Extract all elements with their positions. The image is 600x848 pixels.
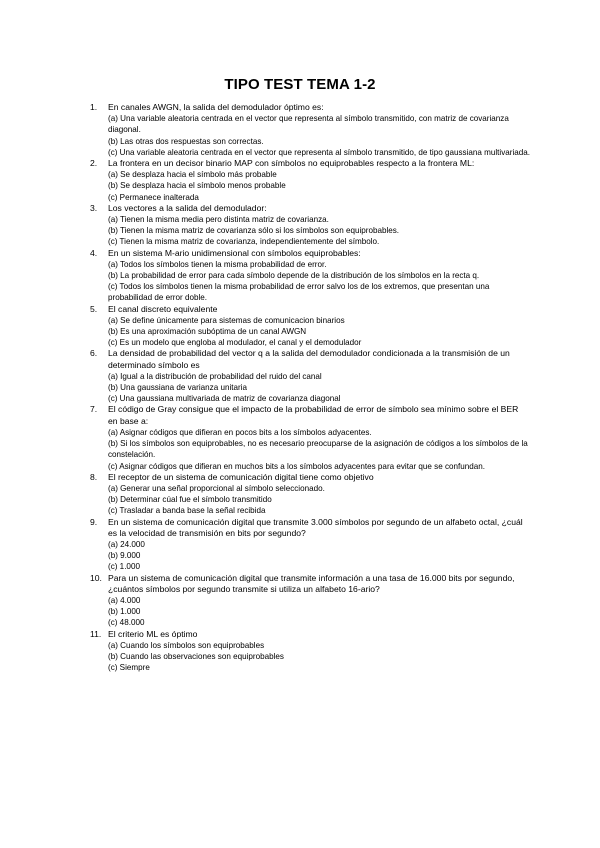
answer-option: (a) Igual a la distribución de probabilidad del ruido del canal (108, 371, 322, 381)
answer-option: (b) Una gaussiana de varianza unitaria (108, 383, 248, 393)
question-number: 10. (90, 572, 102, 583)
answer-option: (a) 24.000 (108, 539, 145, 549)
question-text: En un sistema de comunicación digital que transmite 3.000 símbolos por segundo de un alfabeto octal, ¿cuál es la velocidad de transmisión en bits por segundo? (108, 516, 523, 538)
question-number: 11. (90, 628, 102, 639)
question-10 (90, 573, 530, 629)
question-text: El receptor de un sistema de comunicación digital tiene como objetivo (108, 471, 374, 482)
question-4 (90, 248, 530, 304)
question-text: La densidad de probabilidad del vector q a la salida del demodulador condicionada a la transmisión de un determinado símbolo es (108, 348, 510, 370)
question-8 (90, 472, 530, 517)
question-1 (90, 102, 530, 158)
question-number: 5. (90, 303, 98, 314)
answer-option: (a) Se desplaza hacia el símbolo más probable (108, 170, 277, 180)
answer-option: (c) Trasladar a banda base la señal recibida (108, 506, 266, 516)
answer-option: (a) Tienen la misma media pero distinta matriz de covarianza. (108, 215, 329, 225)
answer-option: (c) 48.000 (108, 618, 145, 628)
question-number: 6. (90, 348, 98, 359)
answer-option: (c) Todos los símbolos tienen la misma probabilidad de error salvo los de los extremos, que presentan una probabilidad de error doble. (108, 282, 490, 303)
answer-option: (c) Una gaussiana multivariada de matriz de covarianza diagonal (108, 394, 341, 404)
question-text: En canales AWGN, la salida del demodulador óptimo es: (108, 102, 324, 112)
question-text: La frontera en un decisor binario MAP con símbolos no equiprobables respecto a la frontera ML: (108, 158, 475, 169)
question-text: El criterio ML es óptimo (108, 628, 198, 639)
answer-option: (c) Es un modelo que engloba al modulador, el canal y el demodulador (108, 338, 362, 348)
answer-option: (a) Todos los símbolos tienen la misma probabilidad de error. (108, 259, 327, 269)
answer-option: (c) Asignar códigos que difieran en muchos bits a los símbolos adyacentes para evitar que se confundan. (108, 461, 486, 471)
answer-option: (a) Cuando los símbolos son equiprobables (108, 640, 265, 650)
answer-option: (c) Tienen la misma matriz de covarianza, independientemente del símbolo. (108, 237, 380, 247)
answer-option: (b) 9.000 (108, 551, 141, 561)
answer-option: (a) Una variable aleatoria centrada en el vector que representa al símbolo transmitido, con matriz de covarianza diagonal. (108, 114, 509, 135)
question-number: 3. (90, 202, 98, 213)
question-6 (90, 348, 530, 404)
answer-option: (b) 1.000 (108, 607, 141, 617)
question-2 (90, 158, 530, 203)
answer-option: (c) Siempre (108, 663, 150, 673)
answer-option: (c) Una variable aleatoria centrada en el vector que representa al símbolo transmitido, de tipo gaussiana multivariada. (108, 147, 531, 157)
question-3 (90, 203, 530, 248)
question-5 (90, 304, 530, 349)
question-11 (90, 629, 530, 674)
answer-option: (a) Generar una señal proporcional al símbolo seleccionado. (108, 483, 325, 493)
answer-option: (b) Cuando las observaciones son equiprobables (108, 651, 284, 661)
answer-option: (b) Se desplaza hacia el símbolo menos probable (108, 181, 286, 191)
answer-option: (b) Tienen la misma matriz de covarianza sólo si los símbolos son equiprobables. (108, 226, 400, 236)
question-number: 7. (90, 404, 98, 415)
question-number: 8. (90, 471, 98, 482)
question-number: 2. (90, 158, 98, 169)
answer-option: (a) Asignar códigos que difieran en pocos bits a los símbolos adyacentes. (108, 427, 372, 437)
question-number: 9. (90, 516, 98, 527)
question-number: 1. (90, 102, 98, 112)
answer-option: (b) Si los símbolos son equiprobables, no es necesario preocuparse de la asignación de códigos a los símbolos de la constelación. (108, 439, 528, 460)
answer-option: (c) 1.000 (108, 562, 140, 572)
answer-option: (b) Determinar cúal fue el símbolo transmitido (108, 495, 272, 505)
answer-option: (b) Las otras dos respuestas son correctas. (108, 136, 264, 146)
question-text: En un sistema M-ario unidimensional con símbolos equiprobables: (108, 247, 361, 258)
answer-option: (c) Permanece inalterada (108, 192, 199, 202)
page-title: TIPO TEST TEMA 1-2 (224, 76, 376, 93)
question-text: Para un sistema de comunicación digital que transmite información a una tasa de 16.000 bits por segundo, ¿cuántos símbolos por segundo transmite si utiliza un alfabeto 16-ario? (108, 572, 515, 594)
question-7 (90, 404, 530, 471)
question-9 (90, 517, 530, 573)
answer-option: (a) Se define únicamente para sistemas de comunicacion binarios (108, 315, 345, 325)
question-list (90, 102, 530, 673)
answer-option: (b) Es una aproximación subóptima de un canal AWGN (108, 327, 307, 337)
answer-option: (b) La probabilidad de error para cada símbolo depende de la distribución de los símbolos en la recta q. (108, 271, 480, 281)
question-text: Los vectores a la salida del demodulador: (108, 202, 267, 213)
question-text: El canal discreto equivalente (108, 303, 218, 314)
answer-option: (a) 4.000 (108, 595, 141, 605)
question-text: El código de Gray consigue que el impacto de la probabilidad de error de símbolo sea mínimo sobre el BER en base a: (108, 404, 519, 426)
question-number: 4. (90, 247, 98, 258)
